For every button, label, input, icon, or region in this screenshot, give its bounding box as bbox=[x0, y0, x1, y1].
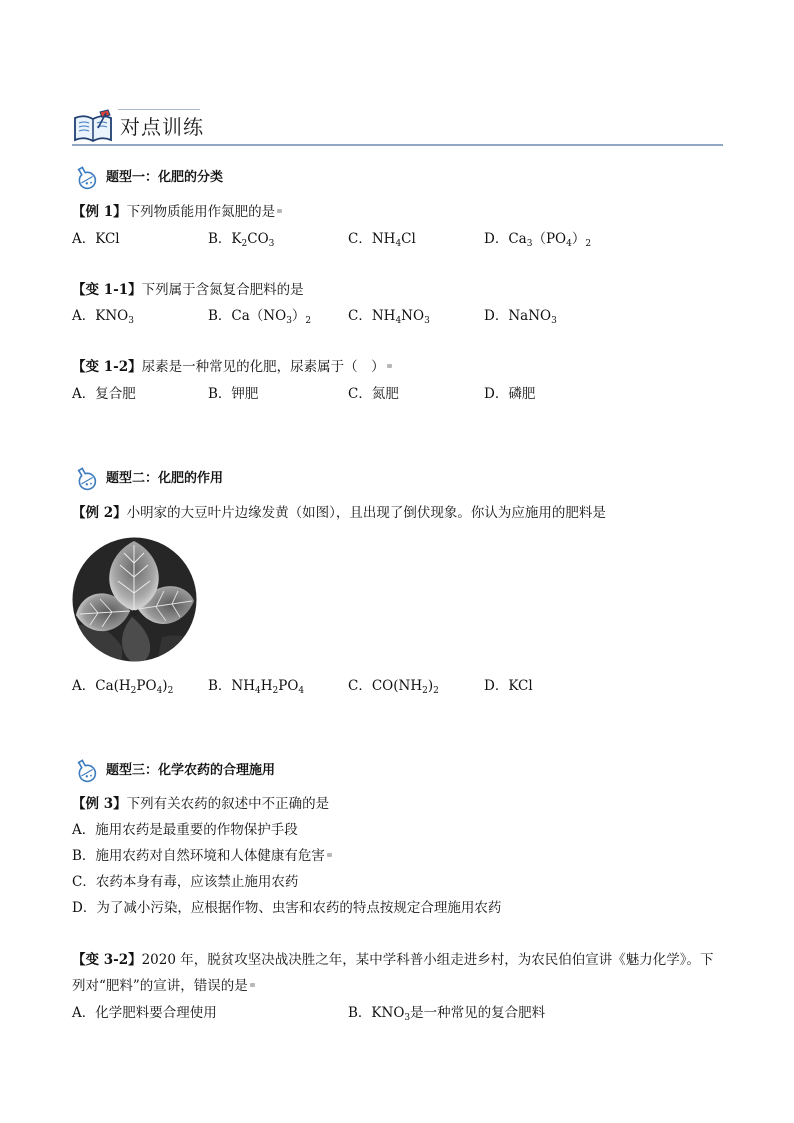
subscript: 2 bbox=[272, 686, 279, 696]
question-stem bbox=[72, 357, 392, 377]
question-text: 小明家的大豆叶片边缘发黄（如图），且出现了倒伏现象。你认为应施用的肥料是 bbox=[126, 505, 606, 521]
section-heading-3 bbox=[72, 758, 275, 784]
option-d bbox=[484, 676, 533, 696]
subscript: 3 bbox=[404, 1013, 411, 1023]
subscript: 3 bbox=[128, 316, 134, 326]
option-label: C． bbox=[72, 874, 96, 890]
formula-text: 氮肥 bbox=[371, 386, 399, 402]
option-a bbox=[72, 1003, 217, 1023]
formula-text: Ca(H bbox=[95, 678, 131, 694]
formula-text: Ca（NO bbox=[231, 308, 287, 324]
section-heading-1 bbox=[72, 165, 223, 191]
option-a bbox=[72, 676, 173, 696]
option-label: D． bbox=[484, 231, 509, 247]
option-text bbox=[95, 848, 325, 864]
formula-text: PO bbox=[136, 678, 157, 694]
subscript: 2 bbox=[305, 316, 312, 326]
option-label: C． bbox=[348, 308, 372, 324]
formula-text: NH bbox=[371, 231, 396, 247]
question-text: 下列属于含氮复合肥料的是 bbox=[141, 282, 304, 298]
option-label: A． bbox=[72, 308, 96, 324]
question-tag: 【例 3】 bbox=[72, 796, 127, 812]
option-a bbox=[72, 229, 120, 249]
section-heading-2 bbox=[72, 466, 223, 492]
formula-text: 钾肥 bbox=[231, 386, 259, 402]
option-b bbox=[208, 676, 304, 696]
option-label: B． bbox=[208, 308, 232, 324]
option-text bbox=[95, 1005, 217, 1021]
option-label: A． bbox=[72, 386, 96, 402]
subscript: 3 bbox=[268, 239, 275, 249]
option-c bbox=[72, 872, 298, 892]
option-a bbox=[72, 820, 298, 840]
subscript: 3 bbox=[526, 239, 533, 249]
option-text bbox=[231, 386, 258, 402]
option-b bbox=[72, 846, 332, 866]
formula-text: （PO bbox=[532, 231, 567, 247]
question-stem bbox=[72, 202, 282, 222]
option-text bbox=[95, 822, 298, 838]
notebook-icon bbox=[72, 108, 114, 144]
edit-mark bbox=[327, 853, 332, 857]
flask-icon bbox=[72, 758, 100, 784]
formula-text: K bbox=[231, 231, 242, 247]
option-c bbox=[348, 306, 430, 326]
subscript: 3 bbox=[551, 316, 557, 326]
option-text bbox=[95, 678, 173, 694]
option-label: A． bbox=[72, 822, 96, 838]
formula-text: H bbox=[260, 678, 273, 694]
option-b bbox=[208, 229, 274, 249]
question-tag: 【例 1】 bbox=[72, 204, 127, 220]
option-label: A． bbox=[72, 231, 96, 247]
subscript: 2 bbox=[167, 686, 174, 696]
formula-text: KNO bbox=[371, 1005, 405, 1021]
subscript: 2 bbox=[422, 686, 428, 696]
option-a bbox=[72, 384, 136, 404]
option-label: D． bbox=[484, 308, 509, 324]
formula-text: 磷肥 bbox=[508, 386, 536, 402]
option-b bbox=[208, 306, 311, 326]
option-label: B． bbox=[72, 848, 96, 864]
option-text bbox=[372, 231, 416, 247]
option-label: A． bbox=[72, 1005, 96, 1021]
option-text bbox=[508, 231, 591, 247]
subscript: 4 bbox=[395, 239, 402, 249]
option-a bbox=[72, 306, 134, 326]
option-text bbox=[95, 231, 119, 247]
option-d bbox=[484, 384, 535, 404]
subscript: 2 bbox=[433, 686, 439, 696]
formula-text: ) bbox=[162, 678, 168, 694]
formula-text: NH bbox=[231, 678, 256, 694]
subscript: 3 bbox=[424, 316, 430, 326]
option-text bbox=[371, 1005, 545, 1021]
option-c bbox=[348, 384, 399, 404]
subscript: 4 bbox=[255, 686, 261, 696]
formula-text: KNO bbox=[95, 308, 129, 324]
option-text bbox=[96, 900, 501, 916]
edit-mark bbox=[250, 983, 255, 987]
option-label: D． bbox=[72, 900, 97, 916]
formula-text: ) bbox=[427, 678, 434, 694]
formula-text: CO bbox=[247, 231, 269, 247]
option-text bbox=[231, 231, 274, 247]
subscript: 4 bbox=[298, 686, 305, 696]
formula-text: Cl bbox=[401, 231, 416, 247]
option-label: C． bbox=[348, 386, 372, 402]
option-text bbox=[96, 874, 299, 890]
question-tag: 【变 1-1】 bbox=[72, 282, 142, 298]
subscript: 4 bbox=[395, 316, 402, 326]
edit-mark bbox=[387, 364, 392, 368]
section-title: 题型二：化肥的作用 bbox=[106, 471, 224, 486]
subscript: 2 bbox=[130, 686, 137, 696]
option-d bbox=[484, 229, 591, 249]
formula-text: NH bbox=[371, 308, 396, 324]
option-label: D． bbox=[484, 678, 509, 694]
section-title: 题型一：化肥的分类 bbox=[106, 170, 224, 185]
formula-text: 施用农药是最重要的作物保护手段 bbox=[95, 822, 298, 838]
soybean-leaf-photo bbox=[72, 537, 197, 662]
flask-icon bbox=[72, 466, 100, 492]
question-tag: 【例 2】 bbox=[72, 505, 127, 521]
subscript: 3 bbox=[286, 316, 292, 326]
option-text bbox=[95, 386, 136, 402]
formula-text: NaNO bbox=[508, 308, 552, 324]
option-label: B． bbox=[348, 1005, 372, 1021]
option-text bbox=[372, 678, 439, 694]
option-b bbox=[348, 1003, 545, 1023]
option-text bbox=[372, 308, 430, 324]
option-d bbox=[72, 898, 501, 918]
edit-mark bbox=[277, 209, 282, 213]
question-text: 下列物质能用作氮肥的是 bbox=[126, 204, 276, 220]
option-c bbox=[348, 229, 416, 249]
option-label: B． bbox=[208, 231, 232, 247]
subscript: 2 bbox=[585, 239, 592, 249]
option-label: B． bbox=[208, 678, 232, 694]
formula-text: KCl bbox=[95, 231, 120, 247]
formula-text: 为了减小污染，应根据作物、虫害和农药的特点按规定合理施用农药 bbox=[96, 900, 502, 916]
question-stem bbox=[72, 280, 304, 300]
formula-text: Ca bbox=[508, 231, 527, 247]
option-text bbox=[372, 386, 399, 402]
formula-text: PO bbox=[278, 678, 299, 694]
option-text bbox=[231, 678, 304, 694]
option-c bbox=[348, 676, 439, 696]
question-text: 2020 年，脱贫攻坚决战决胜之年，某中学科普小组走进乡村，为农民伯伯宣讲《魅力化学》。下列对“肥料”的宣讲，错误的是 bbox=[72, 952, 714, 994]
header-rule bbox=[72, 144, 723, 146]
formula-text: 是一种常见的复合肥料 bbox=[410, 1005, 546, 1021]
option-label: B． bbox=[208, 386, 232, 402]
option-b bbox=[208, 384, 258, 404]
subscript: 2 bbox=[241, 239, 248, 249]
option-text bbox=[508, 678, 532, 694]
formula-text: ） bbox=[571, 231, 586, 247]
header-accent-line bbox=[118, 109, 200, 110]
option-text bbox=[508, 308, 556, 324]
question-text: 尿素是一种常见的化肥，尿素属于（ ） bbox=[141, 359, 385, 375]
formula-text: KCl bbox=[508, 678, 533, 694]
option-label: C． bbox=[348, 231, 372, 247]
option-d bbox=[484, 306, 557, 326]
page-title: 对点训练 bbox=[120, 115, 204, 139]
subscript: 4 bbox=[156, 686, 163, 696]
question-tag: 【变 3-2】 bbox=[72, 952, 142, 968]
formula-text: CO(NH bbox=[371, 678, 423, 694]
option-label: A． bbox=[72, 678, 96, 694]
subscript: 4 bbox=[566, 239, 572, 249]
formula-text: 化学肥料要合理使用 bbox=[95, 1005, 217, 1021]
formula-text: 施用农药对自然环境和人体健康有危害 bbox=[95, 848, 325, 864]
option-text bbox=[231, 308, 311, 324]
formula-text: 农药本身有毒，应该禁止施用农药 bbox=[95, 874, 299, 890]
question-stem bbox=[72, 503, 606, 523]
question-tag: 【变 1-2】 bbox=[72, 359, 142, 375]
section-title: 题型三：化学农药的合理施用 bbox=[106, 763, 276, 778]
formula-text: 复合肥 bbox=[95, 386, 136, 402]
question-stem bbox=[72, 947, 724, 999]
option-text bbox=[95, 308, 134, 324]
formula-text: ） bbox=[291, 308, 306, 324]
option-label: D． bbox=[484, 386, 509, 402]
option-text bbox=[508, 386, 535, 402]
formula-text: NO bbox=[401, 308, 425, 324]
option-label: C． bbox=[348, 678, 372, 694]
flask-icon bbox=[72, 165, 100, 191]
question-text: 下列有关农药的叙述中不正确的是 bbox=[126, 796, 330, 812]
question-stem bbox=[72, 794, 329, 814]
